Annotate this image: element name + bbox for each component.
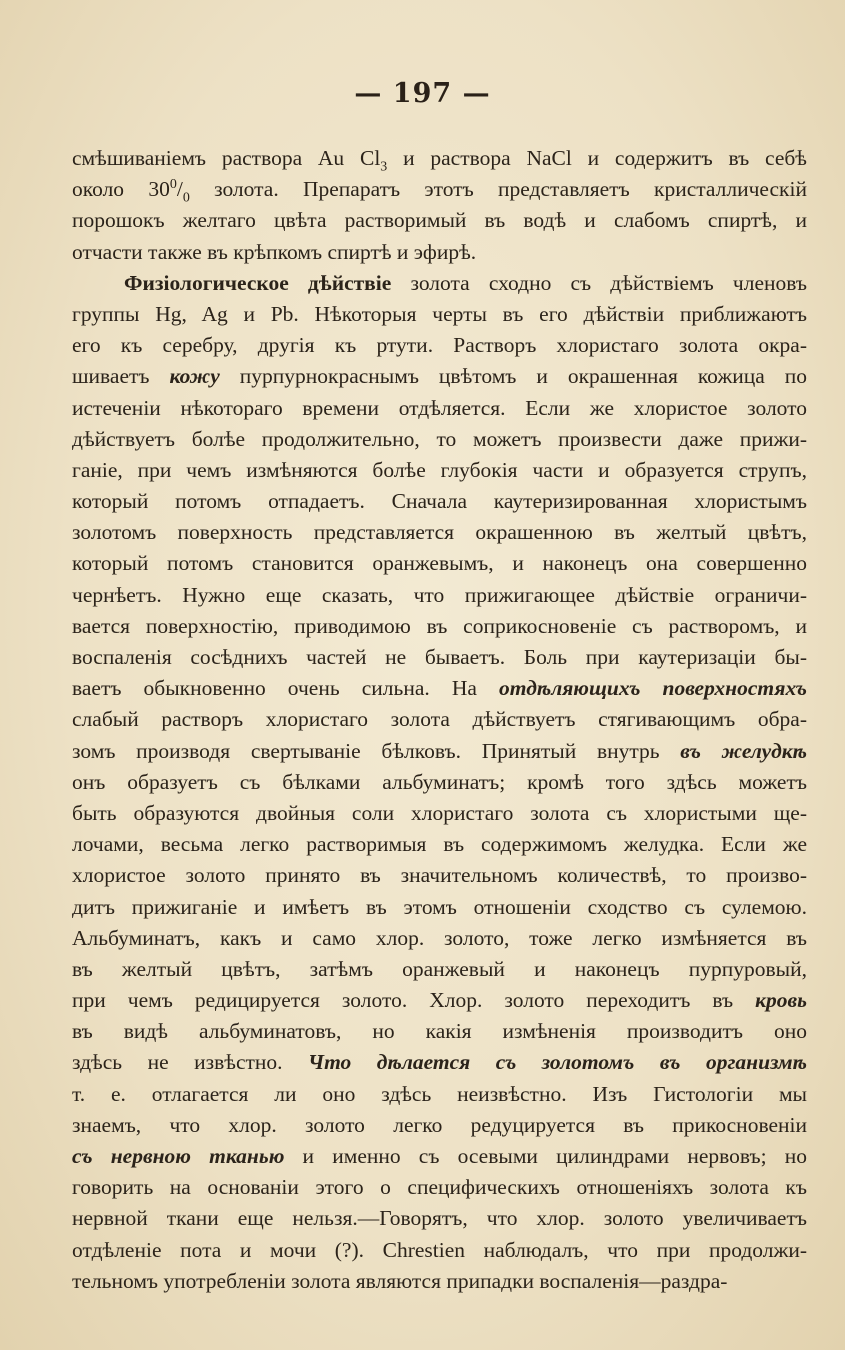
text-line (72, 1172, 807, 1203)
text-run: вается поверхностію, приводимою въ соприкосновеніе съ растворомъ, и (72, 613, 807, 638)
text-run: нервной ткани еще нельзя.—Говорятъ, что хлор. золото увеличиваетъ (72, 1206, 807, 1231)
italic-run: кожу (169, 364, 220, 389)
text-run: хлористое золото принято въ значительномъ количествѣ, то произво- (72, 863, 807, 888)
text-line (72, 143, 807, 174)
text-line (72, 1079, 807, 1110)
text-line (72, 548, 807, 579)
text-run: смѣшиваніемъ раствора Au Cl (72, 146, 381, 170)
body-text (72, 143, 807, 1297)
text-run: 3 (380, 159, 388, 175)
text-run: который потомъ становится оранжевымъ, и наконецъ она совершенно (72, 551, 807, 576)
text-line (72, 1235, 807, 1266)
text-run: зомъ производя свертываніе бѣлковъ. Принятый внутрь (72, 738, 681, 763)
text-run: отдѣленіе пота и мочи (?). Chrestien наблюдалъ, что при продолжи- (72, 1237, 807, 1262)
text-run: при чемъ редицируется золото. Хлор. золото переходитъ въ (72, 988, 756, 1013)
text-run: золота. Препаратъ этотъ представляетъ кристаллическій (189, 177, 807, 202)
text-run: чернѣетъ. Нужно еще сказать, что прижигающее дѣйствіе ограничи- (72, 582, 807, 607)
text-run: говорить на основаніи этого о специфическихъ отношеніяхъ золота къ (72, 1175, 807, 1200)
italic-run: кровь (755, 988, 807, 1013)
text-line (72, 1047, 807, 1078)
text-run: здѣсь не извѣстно. (72, 1050, 309, 1075)
text-line (72, 704, 807, 735)
text-run: пурпурнокраснымъ цвѣтомъ и окрашенная кожица по (219, 364, 807, 389)
text-line (72, 923, 807, 954)
text-run: группы Hg, Ag и Pb. Нѣкоторыя черты въ его дѣйствіи приближаютъ (72, 301, 807, 326)
text-run: и раствора NaCl и содержитъ въ себѣ (387, 146, 807, 170)
text-run: 0 (182, 190, 190, 206)
text-line (72, 673, 807, 704)
text-run: 0 (169, 177, 177, 193)
text-run: ваетъ обыкновенно очень сильна. На (72, 676, 499, 701)
text-run: тельномъ употребленіи золота являются припадки воспаленія—раздра- (72, 1268, 728, 1293)
text-line (72, 299, 807, 330)
text-line (72, 361, 807, 392)
text-run: быть образуются двойныя соли хлористаго золота съ хлористыми ще- (72, 800, 807, 825)
text-line (72, 611, 807, 642)
text-line (72, 1266, 807, 1297)
text-line (72, 580, 807, 611)
text-run: и именно съ осевыми цилиндрами нервовъ; но (284, 1144, 807, 1168)
text-run: Альбуминатъ, какъ и само хлор. золото, тоже легко измѣняется въ (72, 925, 807, 950)
text-run: онъ образуетъ съ бѣлками альбуминатъ; кромѣ того здѣсь можетъ (72, 769, 807, 794)
text-line (72, 985, 807, 1016)
text-line (72, 517, 807, 548)
text-run: дитъ прижиганіе и имѣетъ въ этомъ отношеніи сходство съ сулемою. (72, 894, 807, 919)
text-line (72, 954, 807, 985)
text-line (72, 1110, 807, 1141)
text-run: отчасти также въ крѣпкомъ спиртѣ и эфирѣ. (72, 239, 477, 264)
italic-run: въ желудкѣ (680, 738, 807, 763)
text-line (72, 330, 807, 361)
italic-run: съ нервною тканью (72, 1144, 285, 1168)
bold-run: Физіологическое дѣйствіе (124, 270, 392, 295)
text-run: въ видѣ альбуминатовъ, но какія измѣненія производитъ оно (72, 1019, 807, 1044)
text-run: т. е. отлагается ли оно здѣсь неизвѣстно. Изъ Гистологіи мы (72, 1081, 807, 1106)
text-run: ганіе, при чемъ измѣняются болѣе глубокія части и образуется струпъ, (72, 457, 807, 482)
text-run: который потомъ отпадаетъ. Сначала каутеризированная хлористымъ (72, 489, 807, 514)
text-run: золота сходно съ дѣйствіемъ членовъ (391, 270, 807, 295)
text-line (72, 892, 807, 923)
text-line (72, 1141, 807, 1172)
text-line (72, 455, 807, 486)
text-line (72, 1203, 807, 1234)
text-run: его къ серебру, другія къ ртути. Растворъ хлористаго золота окра- (72, 333, 807, 358)
text-line (72, 237, 807, 268)
text-run: слабый растворъ хлористаго золота дѣйствуетъ стягивающимъ обра- (72, 707, 807, 732)
text-line (72, 393, 807, 424)
text-run: порошокъ желтаго цвѣта растворимый въ водѣ и слабомъ спиртѣ, и (72, 208, 807, 233)
text-line (72, 767, 807, 798)
text-line (72, 174, 807, 205)
text-line (72, 642, 807, 673)
text-line (72, 424, 807, 455)
text-run: воспаленія сосѣднихъ частей не бываетъ. Боль при каутеризаціи бы- (72, 645, 807, 669)
text-run: дѣйствуетъ болѣе продолжительно, то можетъ произвести даже прижи- (72, 426, 807, 451)
text-run: знаемъ, что хлор. золото легко редуцируется въ прикосновеніи (72, 1112, 807, 1137)
text-run: истеченіи нѣкотораго времени отдѣляется. Если же хлористое золото (72, 395, 807, 420)
text-line (72, 860, 807, 891)
italic-run: Что дѣлается съ золотомъ въ организмѣ (308, 1050, 807, 1075)
text-line (72, 736, 807, 767)
text-run: / (176, 177, 183, 202)
text-run: около 30 (72, 177, 170, 202)
text-line (72, 829, 807, 860)
page-number: — 197 — (354, 78, 491, 109)
text-run: лочами, весьма легко растворимыя въ содержимомъ желудка. Если же (72, 832, 807, 857)
text-run: золотомъ поверхность представляется окрашенною въ желтый цвѣтъ, (72, 520, 807, 545)
italic-run: отдѣляющихъ поверхностяхъ (499, 676, 807, 701)
text-line (72, 205, 807, 236)
text-run: въ желтый цвѣтъ, затѣмъ оранжевый и наконецъ пурпуровый, (72, 956, 807, 981)
text-run: шиваетъ (72, 364, 170, 389)
text-line (72, 798, 807, 829)
text-line (72, 268, 807, 299)
text-line (72, 486, 807, 517)
text-line (72, 1016, 807, 1047)
